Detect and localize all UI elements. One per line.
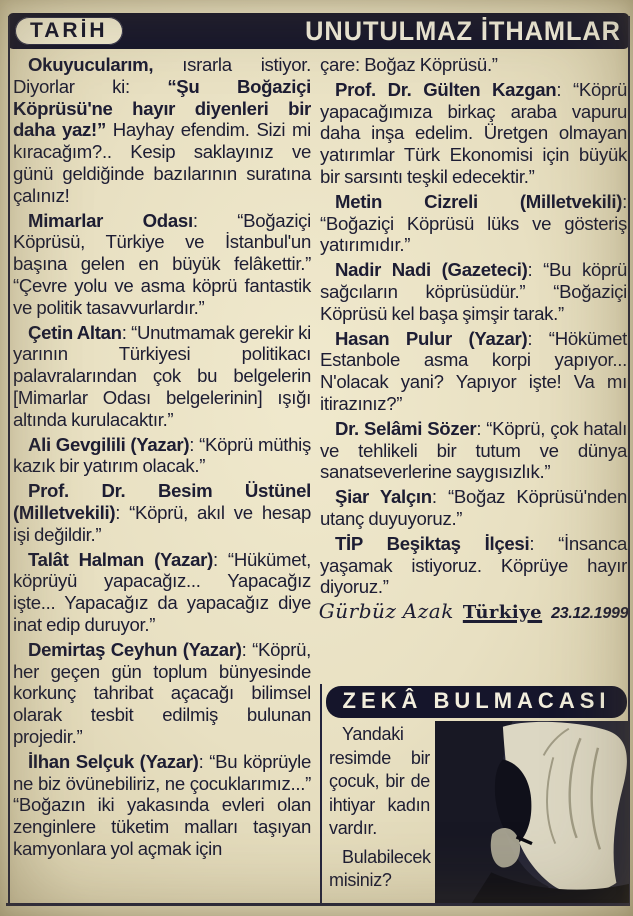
quote-text: : “Hökümet Estanbole asma korpi yapıyor... N'olacak yani? Yapıyor işte! Va mı itirazınız?” (320, 327, 627, 414)
speaker-name: Okuyucularım, (28, 54, 154, 75)
quote-paragraph (13, 322, 311, 431)
speaker-name: Nadir Nadi (Gazeteci) (335, 259, 528, 281)
quote-paragraph (13, 210, 311, 319)
section-badge: TARİH (15, 17, 123, 45)
speaker-name: TİP Beşiktaş İlçesi (335, 532, 530, 554)
quote-paragraph (320, 259, 627, 324)
quote-text: Hayhay efendim. Sizi mi kıracağım?.. Kesip saklayınız ve günü geldiğinde bazılarının suratına çalınız! (13, 119, 312, 206)
quote-text: çare: Boğaz Köprüsü.” (320, 54, 498, 75)
quote-paragraph (13, 480, 311, 545)
speaker-name: Hasan Pulur (Yazar) (335, 327, 528, 349)
byline (320, 601, 627, 625)
quote-paragraph-continuation (320, 54, 627, 76)
quote-text: : “Unutmamak gerekir ki yarının Türkiyesi politikacı palavralarından çok bu belgelerin [Mimarlar Odası belgelerinin] ışığı altında kurulacaktır.” (13, 321, 311, 430)
quote-text: : “Bu köprüyle ne biz övünebiliriz, ne çocuklarımız...” “Boğazın iki yakasında evleri olan zenginlere tüketim malları taşıyan kamyonlara yol açmak için (13, 750, 311, 859)
quote-paragraph (320, 533, 627, 598)
quote-text: : “Köprü, her geçen gün toplum bünyesinde korkunç tahribat açacağı bilimsel olarak tesbit edilmiş bulunan projedir.” (13, 638, 312, 747)
speaker-name: Şiar Yalçın (335, 486, 432, 508)
quote-text: : “İnsanca yaşamak istiyoruz. Köprüye hayır diyoruz.” (320, 532, 627, 598)
puzzle-body (322, 721, 629, 903)
quote-text: : “Boğaziçi Köprüsü lüks ve gösteriş yatırımıdır.” (320, 190, 627, 256)
puzzle-caption (322, 721, 435, 903)
quote-paragraph (320, 328, 627, 415)
puzzle-section (320, 684, 629, 903)
speaker-name: Demirtaş Ceyhun (Yazar) (28, 638, 242, 660)
page-title: UNUTULMAZ İTHAMLAR (305, 15, 621, 46)
speaker-name: Mimarlar Odası (28, 209, 193, 231)
quote-paragraph (13, 639, 311, 748)
quote-text: : “Köprü, çok hatalı ve tehlikeli bir tutum ve dünya sanatseverlerine saygısızlık.” (320, 417, 627, 483)
speaker-name: Prof. Dr. Besim Üstünel (Milletvekili) (13, 480, 311, 523)
quote-paragraph (320, 486, 627, 530)
quote-text: : “Boğaziçi Köprüsü, Türkiye ve İstanbul'un başına gelen en büyük felâkettir.” “Çevre yolu ve asma köprü fantastik ve politik tasavvurlardır.” (13, 209, 311, 318)
old-woman-illusion-image (435, 721, 629, 903)
speaker-name: Çetin Altan (28, 321, 122, 343)
quote-text: : “Boğaz Köprüsü'nden utanç duyuyoruz.” (320, 486, 627, 529)
section-header (8, 13, 629, 49)
speaker-name: Talât Halman (Yazar) (28, 548, 213, 570)
illusion-photo (435, 721, 629, 903)
speaker-name: İlhan Selçuk (Yazar) (28, 750, 199, 772)
speaker-name: Metin Cizreli (Milletvekili) (335, 190, 623, 212)
quote-paragraph (13, 549, 311, 636)
speaker-name: Dr. Selâmi Sözer (335, 417, 477, 439)
bottom-rule (6, 903, 630, 906)
quote-text: : “Bu köprü sağcıların köprüsüdür.” “Boğaziçi Köprüsü kel başa şimşir tarak.” (320, 259, 627, 324)
puzzle-text-1: Yandaki resimde bir çocuk, bir de ihtiyar kadın vardır. (329, 724, 430, 838)
byline-date: 23.12.1999 (551, 605, 629, 623)
quote-paragraph (320, 79, 627, 188)
speaker-name: Prof. Dr. Gülten Kazgan (335, 78, 557, 100)
quote-text: : “Köprü, akıl ve hesap işi değildir.” (13, 501, 311, 545)
puzzle-title: ZEKÂ BULMACASI (326, 686, 627, 718)
quote-emphasis: “Şu Boğaziçi Köprüsü'ne hayır diyenleri bir daha yaz!” (13, 75, 312, 141)
quote-text: : “Köprü müthiş kazık bir yatırım olacak.” (13, 433, 311, 477)
quote-paragraph (320, 418, 627, 483)
speaker-name: Ali Gevgilili (Yazar) (28, 433, 190, 455)
left-column (13, 54, 311, 863)
quote-text: ısrarla istiyor. Diyorlar ki: (13, 54, 311, 97)
quote-paragraph (13, 54, 311, 207)
left-rule (8, 16, 10, 904)
quote-text: : “Köprü yapacağımıza birkaç araba vapuru daha inşa edelim. Üretgen olmayan yatırımlar Türk Ekonomisi için büyük bir sarsıntı teşkil edecektir.” (320, 78, 627, 187)
quote-paragraph (320, 191, 627, 256)
newspaper-logo: Türkiye (462, 602, 543, 624)
puzzle-text-2: Bulabilecek misiniz? (329, 846, 431, 890)
quote-paragraph (13, 751, 311, 860)
quote-text: : “Hükümet, köprüyü yapacağız... Yapacağız işte... Yapacağız da yapacağız diye inat edip duruyor.” (13, 548, 311, 635)
byline-author: Gürbüz Azak (318, 599, 454, 624)
quote-paragraph (13, 434, 311, 478)
